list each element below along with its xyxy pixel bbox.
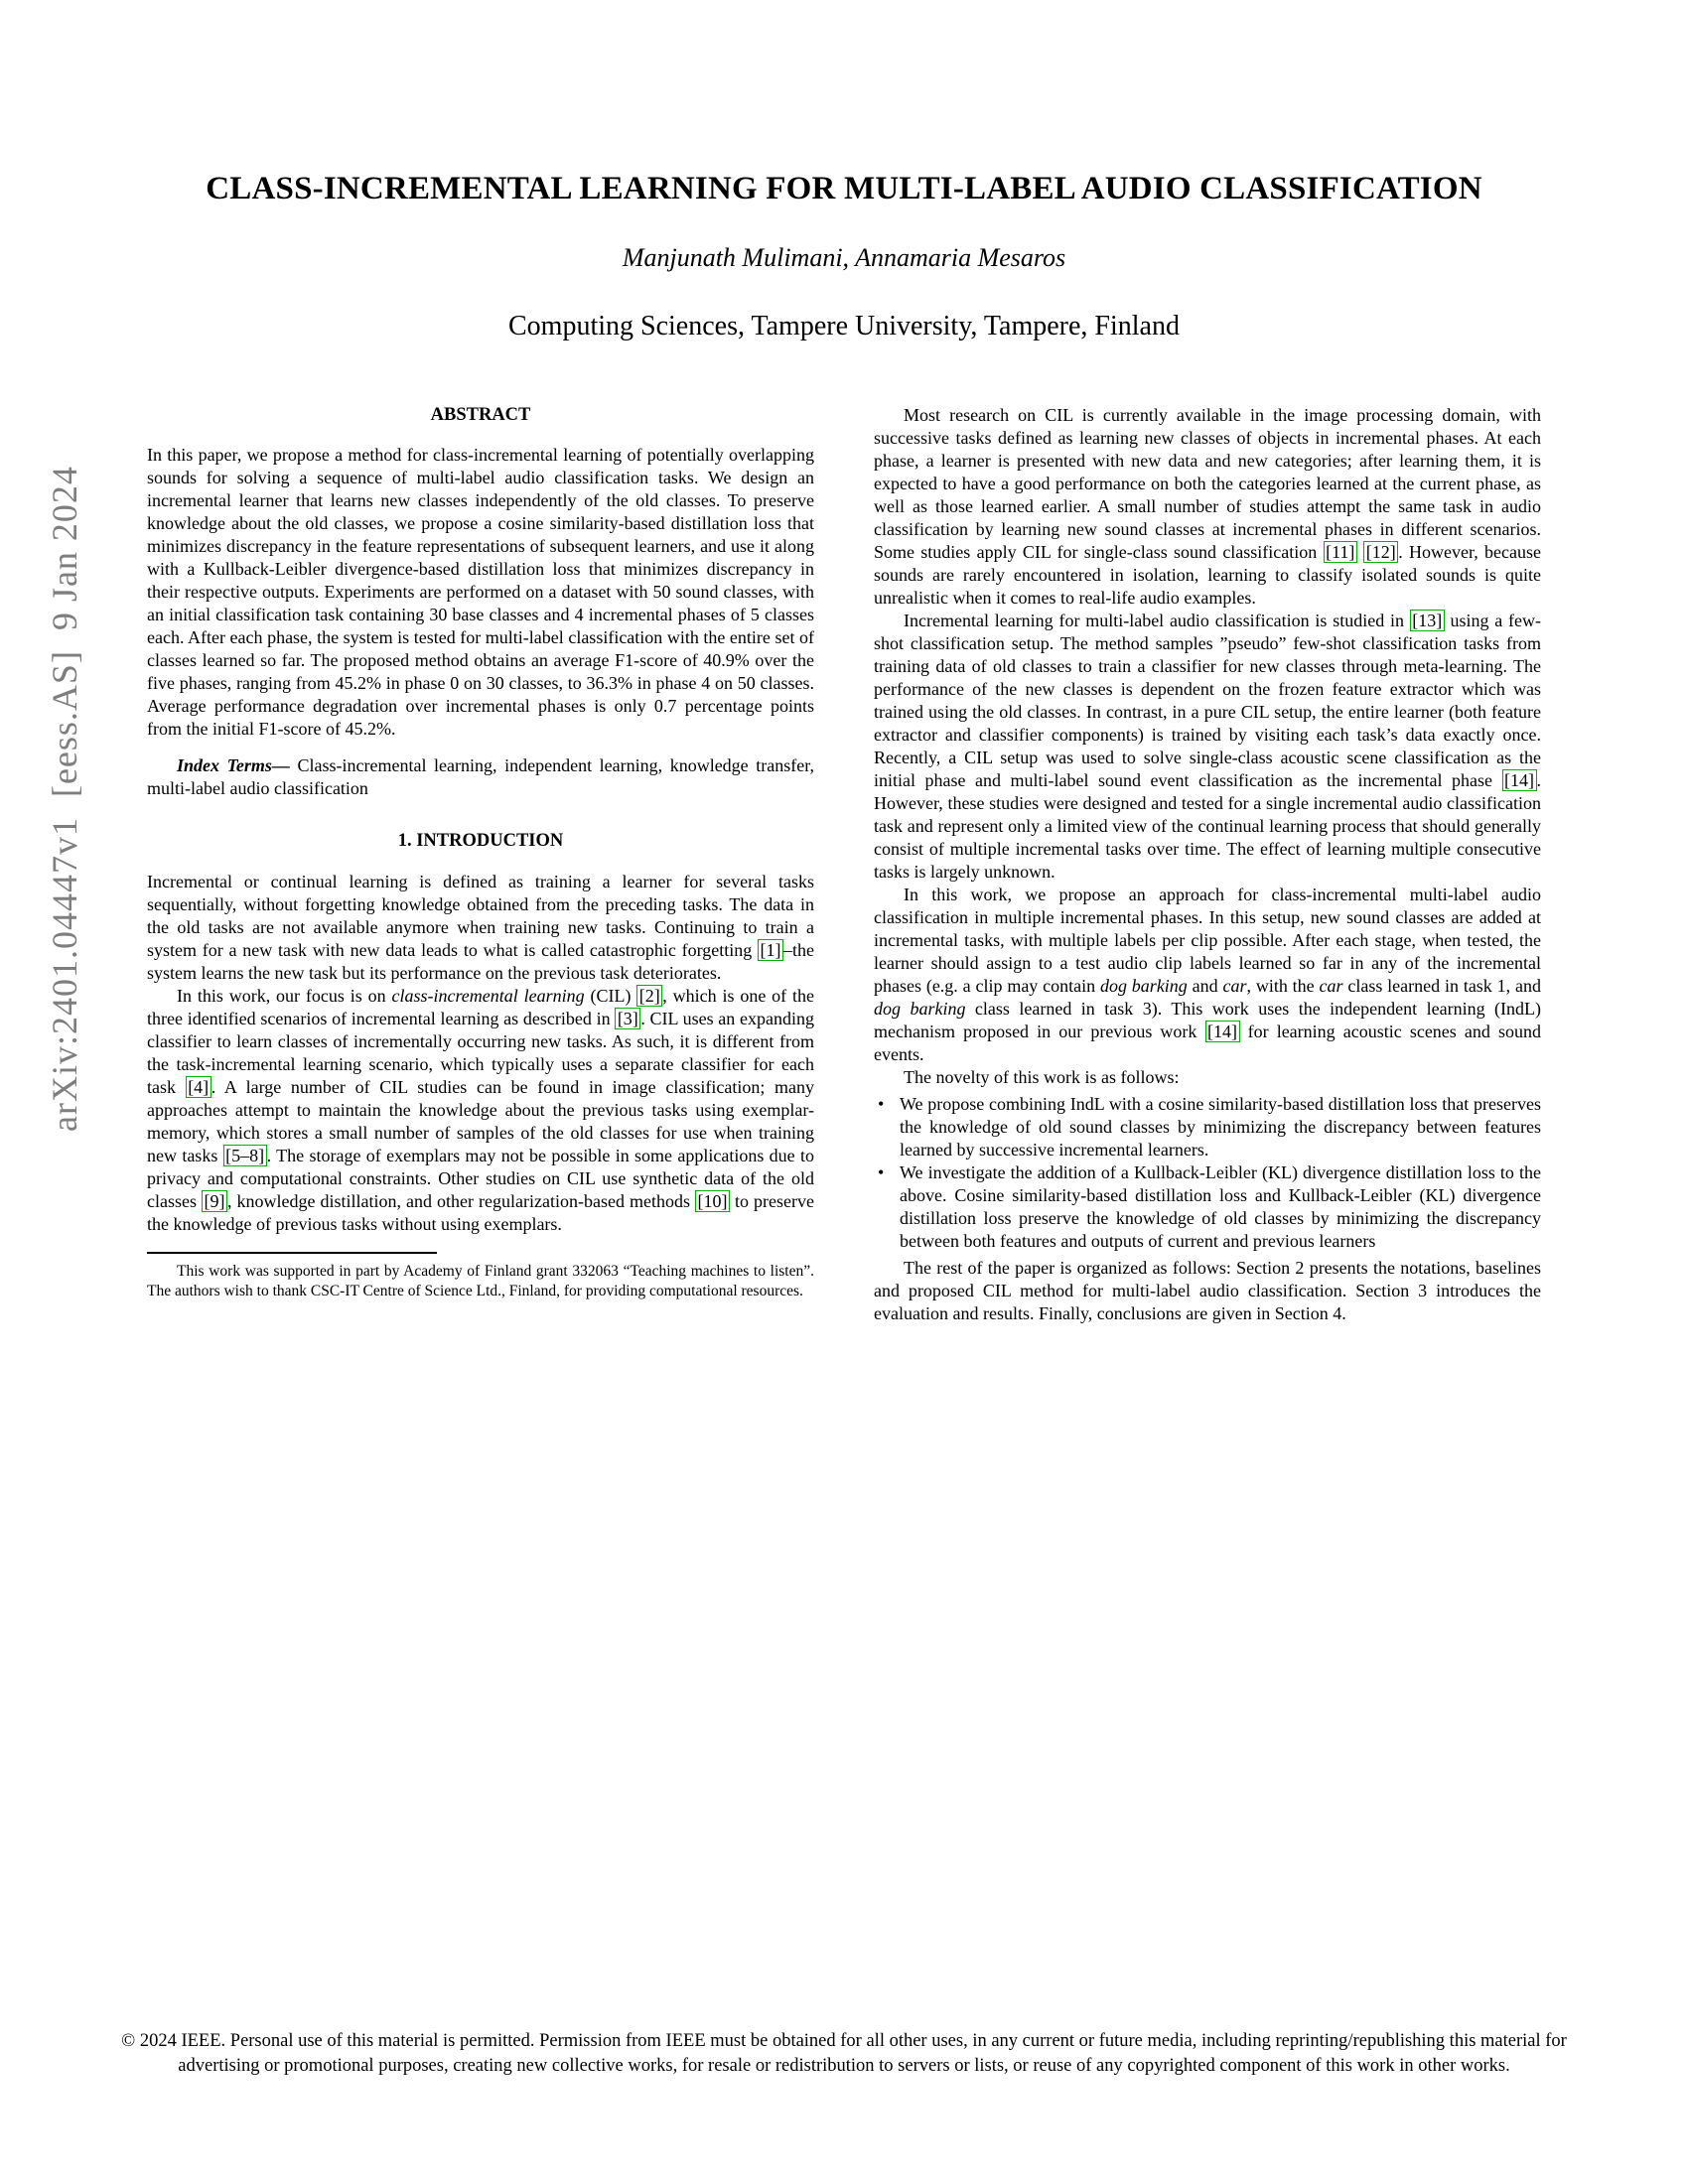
paragraph: In this work, our focus is on class-incremental learning (CIL) [2] , which is one of the three identified scenarios of incremental learning as described in [3] . CIL uses an expanding classifier to learn classes of incrementally occurring new tasks. As such, it is different from the task-incremental learning scenario, which typically uses a separate classifier for each task [4] . A large number of CIL studies can be found in image classification; many approaches attempt to maintain the knowledge about the previous tasks using exemplar-memory, which stores a small number of samples of the old classes for use when training new tasks [5–8] . The storage of exemplars may not be possible in some applications due to privacy and computational constraints. Other studies on CIL use synthetic data of the old classes [9] , knowledge distillation, and other regularization-based methods [10] to preserve the knowledge of previous tasks without using exemplars. xyxy=(147,986,815,1234)
citation-link[interactable]: [1] xyxy=(758,939,783,961)
abstract-heading: ABSTRACT xyxy=(430,405,531,425)
paragraph: Incremental or continual learning is defined as training a learner for several tasks sequentially, without forgetting knowledge obtained from the preceding tasks. The data in the old tasks are not available anymore when training new tasks. Continuing to train a system for a new task with new data leads to what is called catastrophic forgetting [1] –the system learns the new task but its performance on the previous task deteriorates. xyxy=(147,872,814,983)
bullet-text: We propose combining IndL with a cosine similarity-based distillation loss that preserves the knowledge of old sound classes by minimizing the discrepancy between features learned by successive incremental learners. xyxy=(900,1094,1541,1160)
paper-title: CLASS-INCREMENTAL LEARNING FOR MULTI-LABEL AUDIO CLASSIFICATION xyxy=(206,171,1482,206)
two-column-layout xyxy=(147,404,1541,1325)
text-segment: dog barking xyxy=(1099,976,1188,996)
citation-link[interactable]: [5–8] xyxy=(223,1145,267,1166)
footnote-rule xyxy=(147,1252,437,1254)
bullet-icon: • xyxy=(878,1094,885,1114)
left-column xyxy=(147,404,814,1325)
introduction-heading: 1. INTRODUCTION xyxy=(397,831,564,851)
citation-link[interactable]: [10] xyxy=(695,1190,730,1212)
citation-link[interactable]: [12] xyxy=(1363,541,1398,563)
paper-content xyxy=(147,0,1541,1325)
citation-link[interactable]: [9] xyxy=(202,1190,227,1212)
closing-paragraph: The rest of the paper is organized as follows: Section 2 presents the notations, baselines and proposed CIL method for multi-label audio classification. Section 3 introduces the evaluation and results. Finally, conclusions are given in Section 4. xyxy=(874,1258,1541,1323)
citation-link[interactable]: [4] xyxy=(186,1076,211,1098)
citation-link[interactable]: [14] xyxy=(1205,1021,1240,1042)
paper-affiliation: Computing Sciences, Tampere University, Tampere, Finland xyxy=(508,311,1180,341)
bullet-icon: • xyxy=(878,1162,885,1182)
bullet-item xyxy=(874,1161,1541,1253)
citation-link[interactable]: [11] xyxy=(1324,541,1357,563)
copyright-notice: © 2024 IEEE. Personal use of this material is permitted. Permission from IEEE must be obtained for all other uses, in any current or future media, including reprinting/republishing this material for advertising or promotional purposes, creating new collective works, for resale or redistribution to servers or lists, or reuse of any copyrighted component of this work in other works. xyxy=(121,2031,1567,2076)
novelty-list xyxy=(874,1093,1541,1253)
text-segment: class-incremental learning xyxy=(391,986,585,1006)
paper-authors: Manjunath Mulimani, Annamaria Mesaros xyxy=(622,243,1066,272)
citation-link[interactable]: [3] xyxy=(615,1008,640,1029)
paragraph: Most research on CIL is currently available in the image processing domain, with successive tasks defined as learning new classes of objects in incremental phases. At each phase, a learner is presented with new data and new categories; after learning them, it is expected to have a good performance on both the categories learned at the current phase, as well as those learned earlier. A small number of studies attempt the same task in audio classification by learning new sound classes at incremental phases in different scenarios. Some studies apply CIL for single-class sound classification [11] [12] . However, because sounds are rarely encountered in isolation, learning to classify isolated sounds is quite unrealistic when it comes to real-life audio examples. xyxy=(874,405,1541,608)
citation-link[interactable]: [2] xyxy=(636,985,662,1007)
text-segment: car xyxy=(1319,976,1343,996)
novelty-intro-paragraph: The novelty of this work is as follows: xyxy=(904,1067,1180,1087)
bullet-text: We investigate the addition of a Kullback-Leibler (KL) divergence distillation loss to the above. Cosine similarity-based distillation loss and Kullback-Leibler (KL) divergence distillation loss preserve the knowledge of old classes by minimizing the discrepancy between both features and outputs of current and previous learners xyxy=(900,1162,1541,1251)
citation-link[interactable]: [13] xyxy=(1410,610,1445,631)
paragraph: In this work, we propose an approach for class-incremental multi-label audio classification in multiple incremental phases. In this setup, new sound classes are added at incremental tasks, with multiple labels per clip possible. After each stage, when tested, the learner should assign to a test audio clip labels learned so far in any of the incremental phases (e.g. a clip may contain dog barking and car, with the car class learned in task 1, and dog barking class learned in task 3). This work uses the independent learning (IndL) mechanism proposed in our previous work [14] for learning acoustic scenes and sound events. xyxy=(874,885,1542,1064)
bullet-item xyxy=(874,1093,1541,1161)
footnote xyxy=(147,1252,814,1300)
index-terms: Index Terms— Class-incremental learning, independent learning, knowledge transfer, multi-label audio classification xyxy=(147,755,814,798)
text-segment: Index Terms— xyxy=(177,755,290,775)
text-segment: car xyxy=(1222,976,1247,996)
footnote-text: This work was supported in part by Academy of Finland grant 332063 “Teaching machines to listen”. The authors wish to thank CSC-IT Centre of Science Ltd., Finland, for providing computational resources. xyxy=(147,1263,814,1299)
arxiv-watermark: arXiv:2401.04447v1 [eess.AS] 9 Jan 2024 xyxy=(45,466,84,1132)
abstract-paragraph: In this paper, we propose a method for class-incremental learning of potentially overlapping sounds for solving a sequence of multi-label audio classification tasks. We design an incremental learner that learns new classes independently of the old classes. To preserve knowledge about the old classes, we propose a cosine similarity-based distillation loss that minimizes discrepancy in the feature representations of subsequent learners, and use it along with a Kullback-Leibler divergence-based distillation loss that minimizes discrepancy in their respective outputs. Experiments are performed on a dataset with 50 sound classes, with an initial classification task containing 30 base classes and 4 incremental phases of 5 classes each. After each phase, the system is tested for multi-label classification with the entire set of classes learned so far. The proposed method obtains an average F1-score of 40.9% over the five phases, ranging from 45.2% in phase 0 on 30 classes, to 36.3% in phase 4 on 50 classes. Average performance degradation over incremental phases is only 0.7 percentage points from the initial F1-score of 45.2%. xyxy=(147,445,814,739)
citation-link[interactable]: [14] xyxy=(1502,769,1537,791)
right-column xyxy=(874,404,1541,1325)
paragraph: Incremental learning for multi-label audio classification is studied in [13] using a few-shot classification setup. The method samples ”pseudo” few-shot classification tasks from training data of old classes to train a classifier for new classes through meta-learning. The performance of the new classes is dependent on the frozen feature extractor which was trained using the old classes. In contrast, in a pure CIL setup, the entire learner (both feature extractor and classifier components) is trained by visiting each task’s data exactly once. Recently, a CIL setup was used to solve single-class acoustic scene classification as the initial phase and multi-label sound event classification as the incremental phase [14] . However, these studies were designed and tested for a single incremental audio classification task and represent only a limited view of the continual learning process that should generally consist of multiple incremental tasks over time. The effect of learning multiple consecutive tasks is largely unknown. xyxy=(874,611,1541,882)
text-segment: dog barking xyxy=(874,999,966,1019)
